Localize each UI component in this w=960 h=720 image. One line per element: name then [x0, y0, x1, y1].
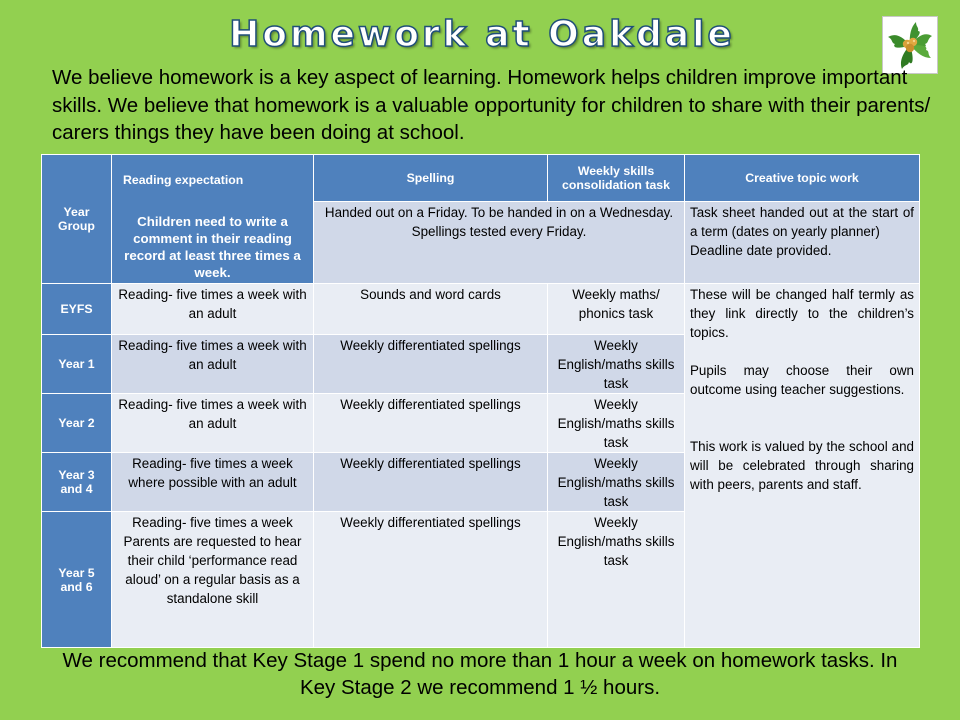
- row-spelling: Sounds and word cards: [314, 284, 548, 335]
- row-year-label: Year 5 and 6: [42, 512, 112, 648]
- header-weekly-task: Weekly skills consolidation task: [548, 155, 685, 202]
- row-reading: Reading- five times a week with an adult: [112, 284, 314, 335]
- intro-paragraph: We believe homework is a key aspect of learning. Homework helps children improve important skills. We believe that homework is a valuable opportunity for children to share with their parents/ carers things they have been doing at school.: [52, 66, 931, 144]
- footer-recommendation: We recommend that Key Stage 1 spend no more than 1 hour a week on homework tasks. In Key Stage 2 we recommend 1 ½ hours.: [62, 649, 898, 699]
- row-year-label: Year 3 and 4: [42, 453, 112, 512]
- row-spelling: Weekly differentiated spellings: [314, 512, 548, 648]
- row-weekly-task: Weekly maths/ phonics task: [548, 284, 685, 335]
- row-weekly-task: Weekly English/maths skills task: [548, 335, 685, 394]
- row-year-label: EYFS: [42, 284, 112, 335]
- row-reading: Reading- five times a week with an adult: [112, 394, 314, 453]
- spelling-schedule-note: Handed out on a Friday. To be handed in on a Wednesday. Spellings tested every Friday.: [314, 202, 685, 284]
- creative-note-line: Task sheet handed out at the start of a term (dates on yearly planner): [690, 205, 914, 239]
- row-reading: Reading- five times a week with an adult: [112, 335, 314, 394]
- header-reading-label: Reading expectation: [123, 173, 244, 187]
- reading-record-note: Children need to write a comment in their reading record at least three times a week.: [124, 214, 301, 280]
- header-reading: [112, 155, 314, 284]
- header-creative: Creative topic work: [685, 155, 920, 202]
- creative-deadline-note: [685, 202, 920, 284]
- creative-paragraph: These will be changed half termly as they link directly to the children’s topics.: [690, 287, 914, 340]
- homework-table: [41, 154, 920, 648]
- row-spelling: Weekly differentiated spellings: [314, 394, 548, 453]
- creative-paragraph: Pupils may choose their own outcome using teacher suggestions.: [690, 363, 914, 397]
- row-year-label: Year 2: [42, 394, 112, 453]
- row-year-label: Year 1: [42, 335, 112, 394]
- creative-note-line: Deadline date provided.: [690, 243, 832, 258]
- row-spelling: Weekly differentiated spellings: [314, 453, 548, 512]
- row-weekly-task: Weekly English/maths skills task: [548, 394, 685, 453]
- page-title: Homework at Oakdale: [229, 14, 735, 55]
- header-year-group: Year Group: [42, 155, 112, 284]
- row-spelling: Weekly differentiated spellings: [314, 335, 548, 394]
- row-weekly-task: Weekly English/maths skills task: [548, 512, 685, 648]
- row-reading: Reading- five times a week where possible with an adult: [112, 453, 314, 512]
- creative-topic-description: [685, 284, 920, 648]
- row-reading: Reading- five times a week Parents are requested to hear their child ‘performance read aloud’ on a regular basis as a standalone skill: [112, 512, 314, 648]
- header-spelling: Spelling: [314, 155, 548, 202]
- creative-paragraph: This work is valued by the school and will be celebrated through sharing with peers, parents and staff.: [690, 439, 914, 492]
- row-weekly-task: Weekly English/maths skills task: [548, 453, 685, 512]
